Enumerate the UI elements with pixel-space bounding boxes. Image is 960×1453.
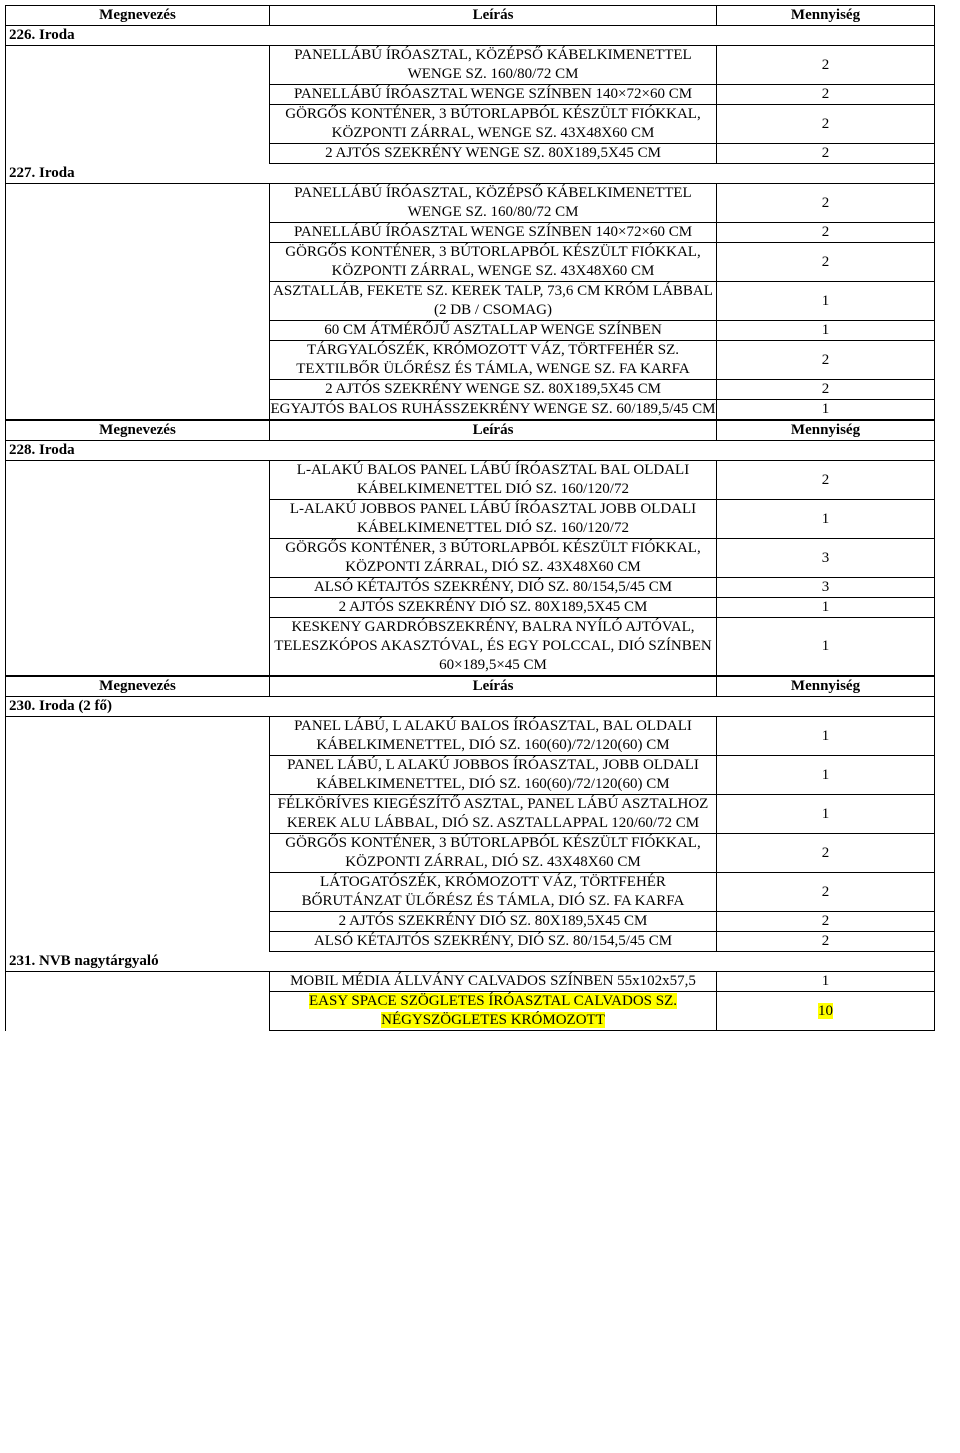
table-row: [6, 834, 935, 873]
description-text: 60 CM ÁTMÉRŐJŰ ASZTALLAP WENGE SZÍNBEN: [324, 322, 662, 338]
name-cell: [6, 618, 270, 677]
quantity-text: 2: [821, 145, 830, 161]
table-row: [6, 578, 935, 598]
name-cell: [6, 282, 270, 321]
description-text: ALSÓ KÉTAJTÓS SZEKRÉNY, DIÓ SZ. 80/154,5/45 CM: [313, 933, 673, 949]
description-text: PANELLÁBÚ ÍRÓASZTAL WENGE SZÍNBEN 140×72×60 CM: [293, 224, 693, 240]
room-name: 227. Iroda: [6, 164, 270, 184]
header-row: [6, 6, 935, 26]
name-cell: [6, 321, 270, 341]
quantity-cell: [717, 144, 935, 164]
description-text: PANEL LÁBÚ, L ALAKÚ JOBBOS ÍRÓASZTAL, JOBB OLDALI KÁBELKIMENETTEL, DIÓ SZ. 160(60)/72/120(60) CM: [287, 757, 699, 792]
description-cell: [270, 598, 717, 618]
name-cell: [6, 992, 270, 1031]
name-cell: [6, 46, 270, 85]
description-cell: [270, 618, 717, 677]
table-row: [6, 105, 935, 144]
table-row: [6, 717, 935, 756]
quantity-text: 2: [821, 381, 830, 397]
quantity-text: 2: [821, 844, 830, 861]
quantity-cell: [717, 85, 935, 105]
description-cell: [270, 972, 717, 992]
quantity-cell: [717, 834, 935, 873]
name-cell: [6, 400, 270, 421]
table-row: [6, 85, 935, 105]
table-row: [6, 912, 935, 932]
description-cell: [270, 341, 717, 380]
quantity-text: 1: [821, 805, 830, 822]
quantity-text: 1: [821, 638, 830, 654]
quantity-text: 2: [821, 56, 830, 73]
description-text: GÖRGŐS KONTÉNER, 3 BÚTORLAPBÓL KÉSZÜLT FIÓKKAL, KÖZPONTI ZÁRRAL, DIÓ SZ. 43X48X60 CM: [285, 540, 701, 575]
table-row: [6, 46, 935, 85]
name-cell: [6, 932, 270, 952]
description-cell: [270, 912, 717, 932]
quantity-text: 2: [821, 471, 830, 488]
description-text: PANELLÁBÚ ÍRÓASZTAL, KÖZÉPSŐ KÁBELKIMENETTEL WENGE SZ. 160/80/72 CM: [294, 185, 692, 220]
quantity-cell: [717, 992, 935, 1031]
table-row: [6, 795, 935, 834]
table-row: [6, 282, 935, 321]
quantity-text: 1: [821, 727, 830, 744]
quantity-cell: [717, 105, 935, 144]
table-row: [6, 873, 935, 912]
quantity-cell: [717, 46, 935, 85]
quantity-cell: [717, 618, 935, 677]
description-text: LÁTOGATÓSZÉK, KRÓMOZOTT VÁZ, TÖRTFEHÉR BŐRUTÁNZAT ÜLŐRÉSZ ÉS TÁMLA, DIÓ SZ. FA KARFA: [301, 874, 685, 909]
quantity-cell: [717, 972, 935, 992]
name-cell: [6, 539, 270, 578]
quantity-text: 10: [818, 1002, 833, 1019]
description-cell: [270, 105, 717, 144]
description-text: GÖRGŐS KONTÉNER, 3 BÚTORLAPBÓL KÉSZÜLT FIÓKKAL, KÖZPONTI ZÁRRAL, DIÓ SZ. 43X48X60 CM: [285, 835, 701, 870]
room-row: [6, 952, 935, 972]
name-cell: [6, 795, 270, 834]
room-name: 230. Iroda (2 fő): [6, 697, 270, 717]
description-cell: [270, 85, 717, 105]
description-cell: [270, 46, 717, 85]
name-cell: [6, 834, 270, 873]
description-text: KESKENY GARDRÓBSZEKRÉNY, BALRA NYÍLÓ AJTÓVAL, TELESZKÓPOS AKASZTÓVAL, ÉS EGY POLCCAL, DIÓ SZÍNBEN 60×189,5×45 CM: [274, 619, 712, 673]
header-name: Megnevezés: [6, 6, 270, 26]
room-row-spacer: [270, 952, 717, 972]
quantity-text: 2: [821, 224, 830, 240]
table-row: [6, 380, 935, 400]
name-cell: [6, 223, 270, 243]
quantity-cell: [717, 539, 935, 578]
quantity-cell: [717, 282, 935, 321]
quantity-text: 1: [821, 292, 830, 309]
description-cell: [270, 717, 717, 756]
quantity-cell: [717, 500, 935, 539]
name-cell: [6, 717, 270, 756]
room-row: [6, 26, 935, 46]
quantity-text: 2: [821, 883, 830, 900]
description-cell: [270, 539, 717, 578]
description-cell: [270, 578, 717, 598]
description-text: ASZTALLÁB, FEKETE SZ. KEREK TALP, 73,6 CM KRÓM LÁBBAL (2 DB / CSOMAG): [273, 283, 713, 318]
room-name: 228. Iroda: [6, 441, 270, 461]
description-text: L-ALAKÚ BALOS PANEL LÁBÚ ÍRÓASZTAL BAL OLDALI KÁBELKIMENETTEL DIÓ SZ. 160/120/72: [296, 462, 690, 497]
table-row: [6, 972, 935, 992]
description-cell: [270, 795, 717, 834]
table-row: [6, 321, 935, 341]
quantity-cell: [717, 223, 935, 243]
quantity-cell: [717, 578, 935, 598]
room-name: 226. Iroda: [6, 26, 270, 46]
table-row: [6, 223, 935, 243]
description-text: PANELLÁBÚ ÍRÓASZTAL WENGE SZÍNBEN 140×72×60 CM: [293, 86, 693, 102]
description-cell: [270, 282, 717, 321]
description-cell: [270, 932, 717, 952]
description-cell: [270, 756, 717, 795]
quantity-cell: [717, 598, 935, 618]
description-text: PANELLÁBÚ ÍRÓASZTAL, KÖZÉPSŐ KÁBELKIMENETTEL WENGE SZ. 160/80/72 CM: [294, 47, 692, 82]
quantity-text: 2: [821, 194, 830, 211]
name-cell: [6, 105, 270, 144]
table-row: [6, 756, 935, 795]
room-row-spacer: [717, 697, 935, 717]
description-cell: [270, 144, 717, 164]
description-cell: [270, 223, 717, 243]
description-cell: [270, 321, 717, 341]
quantity-cell: [717, 756, 935, 795]
room-row: [6, 164, 935, 184]
table-row: [6, 144, 935, 164]
room-row-spacer: [270, 441, 717, 461]
quantity-text: 1: [821, 401, 830, 417]
name-cell: [6, 500, 270, 539]
quantity-cell: [717, 380, 935, 400]
name-cell: [6, 144, 270, 164]
description-text: 2 AJTÓS SZEKRÉNY DIÓ SZ. 80X189,5X45 CM: [338, 599, 648, 615]
header-qty: Mennyiség: [717, 420, 935, 441]
header-name: Megnevezés: [6, 676, 270, 697]
name-cell: [6, 873, 270, 912]
quantity-text: 2: [821, 351, 830, 368]
quantity-text: 2: [821, 253, 830, 270]
header-row: [6, 420, 935, 441]
description-cell: [270, 500, 717, 539]
table-row: [6, 341, 935, 380]
room-row: [6, 441, 935, 461]
quantity-cell: [717, 321, 935, 341]
description-text: FÉLKÖRÍVES KIEGÉSZÍTŐ ASZTAL, PANEL LÁBÚ ASZTALHOZ KEREK ALU LÁBBAL, DIÓ SZ. ASZTALLAPPAL 120/60/72 CM: [277, 796, 709, 831]
quantity-text: 1: [821, 599, 830, 615]
room-row-spacer: [717, 441, 935, 461]
header-qty: Mennyiség: [717, 676, 935, 697]
room-row-spacer: [717, 26, 935, 46]
table-row: [6, 618, 935, 677]
name-cell: [6, 756, 270, 795]
description-text: ALSÓ KÉTAJTÓS SZEKRÉNY, DIÓ SZ. 80/154,5/45 CM: [313, 579, 673, 595]
name-cell: [6, 912, 270, 932]
quantity-text: 1: [821, 510, 830, 527]
header-row: [6, 676, 935, 697]
quantity-cell: [717, 932, 935, 952]
header-qty: Mennyiség: [717, 6, 935, 26]
room-row-spacer: [270, 697, 717, 717]
quantity-text: 2: [821, 913, 830, 929]
table-row: [6, 243, 935, 282]
description-cell: [270, 380, 717, 400]
quantity-text: 2: [821, 933, 830, 949]
room-row-spacer: [717, 164, 935, 184]
quantity-text: 2: [821, 115, 830, 132]
quantity-cell: [717, 243, 935, 282]
quantity-text: 3: [821, 549, 830, 566]
header-name: Megnevezés: [6, 420, 270, 441]
room-name: 231. NVB nagytárgyaló: [6, 952, 270, 972]
room-row-spacer: [270, 26, 717, 46]
name-cell: [6, 598, 270, 618]
quantity-cell: [717, 717, 935, 756]
quantity-cell: [717, 795, 935, 834]
table-row: [6, 184, 935, 223]
table-row: [6, 598, 935, 618]
name-cell: [6, 461, 270, 500]
table-row: [6, 539, 935, 578]
table-row: [6, 461, 935, 500]
table-row: [6, 500, 935, 539]
quantity-text: 1: [821, 973, 830, 989]
description-cell: [270, 992, 717, 1031]
description-text: PANEL LÁBÚ, L ALAKÚ BALOS ÍRÓASZTAL, BAL OLDALI KÁBELKIMENETTEL, DIÓ SZ. 160(60)/72/120(60) CM: [294, 718, 692, 753]
quantity-cell: [717, 184, 935, 223]
description-cell: [270, 184, 717, 223]
name-cell: [6, 578, 270, 598]
room-row-spacer: [270, 164, 717, 184]
quantity-cell: [717, 912, 935, 932]
description-text: 2 AJTÓS SZEKRÉNY WENGE SZ. 80X189,5X45 CM: [325, 145, 661, 161]
quantity-cell: [717, 400, 935, 421]
inventory-table: [5, 5, 935, 1031]
quantity-text: 2: [821, 86, 830, 102]
description-text: GÖRGŐS KONTÉNER, 3 BÚTORLAPBÓL KÉSZÜLT FIÓKKAL, KÖZPONTI ZÁRRAL, WENGE SZ. 43X48X60 CM: [285, 244, 701, 279]
description-text: 2 AJTÓS SZEKRÉNY WENGE SZ. 80X189,5X45 CM: [325, 381, 661, 397]
quantity-cell: [717, 341, 935, 380]
description-cell: [270, 400, 717, 421]
description-text: GÖRGŐS KONTÉNER, 3 BÚTORLAPBÓL KÉSZÜLT FIÓKKAL, KÖZPONTI ZÁRRAL, WENGE SZ. 43X48X60 CM: [285, 106, 701, 141]
room-row-spacer: [717, 952, 935, 972]
description-text: L-ALAKÚ JOBBOS PANEL LÁBÚ ÍRÓASZTAL JOBB OLDALI KÁBELKIMENETTEL DIÓ SZ. 160/120/72: [289, 501, 697, 536]
description-text: EASY SPACE SZÖGLETES ÍRÓASZTAL CALVADOS SZ. NÉGYSZÖGLETES KRÓMOZOTT: [308, 993, 678, 1028]
quantity-text: 3: [821, 579, 830, 595]
header-desc: Leírás: [270, 6, 717, 26]
quantity-cell: [717, 873, 935, 912]
description-text: MOBIL MÉDIA ÁLLVÁNY CALVADOS SZÍNBEN 55x102x57,5: [290, 973, 696, 989]
inventory-document: [5, 5, 931, 1031]
name-cell: [6, 972, 270, 992]
header-desc: Leírás: [270, 420, 717, 441]
description-text: 2 AJTÓS SZEKRÉNY DIÓ SZ. 80X189,5X45 CM: [338, 913, 648, 929]
description-cell: [270, 834, 717, 873]
table-row: [6, 992, 935, 1031]
name-cell: [6, 184, 270, 223]
description-cell: [270, 243, 717, 282]
quantity-cell: [717, 461, 935, 500]
description-text: EGYAJTÓS BALOS RUHÁSSZEKRÉNY WENGE SZ. 60/189,5/45 CM: [270, 401, 716, 417]
table-row: [6, 932, 935, 952]
quantity-text: 1: [821, 322, 830, 338]
header-desc: Leírás: [270, 676, 717, 697]
description-text: TÁRGYALÓSZÉK, KRÓMOZOTT VÁZ, TÖRTFEHÉR SZ. TEXTILBŐR ÜLŐRÉSZ ÉS TÁMLA, WENGE SZ. FA KARFA: [296, 342, 690, 377]
inventory-table-body: [6, 6, 935, 1031]
description-cell: [270, 461, 717, 500]
name-cell: [6, 243, 270, 282]
table-row: [6, 400, 935, 421]
room-row: [6, 697, 935, 717]
description-cell: [270, 873, 717, 912]
name-cell: [6, 341, 270, 380]
quantity-text: 1: [821, 766, 830, 783]
name-cell: [6, 85, 270, 105]
name-cell: [6, 380, 270, 400]
